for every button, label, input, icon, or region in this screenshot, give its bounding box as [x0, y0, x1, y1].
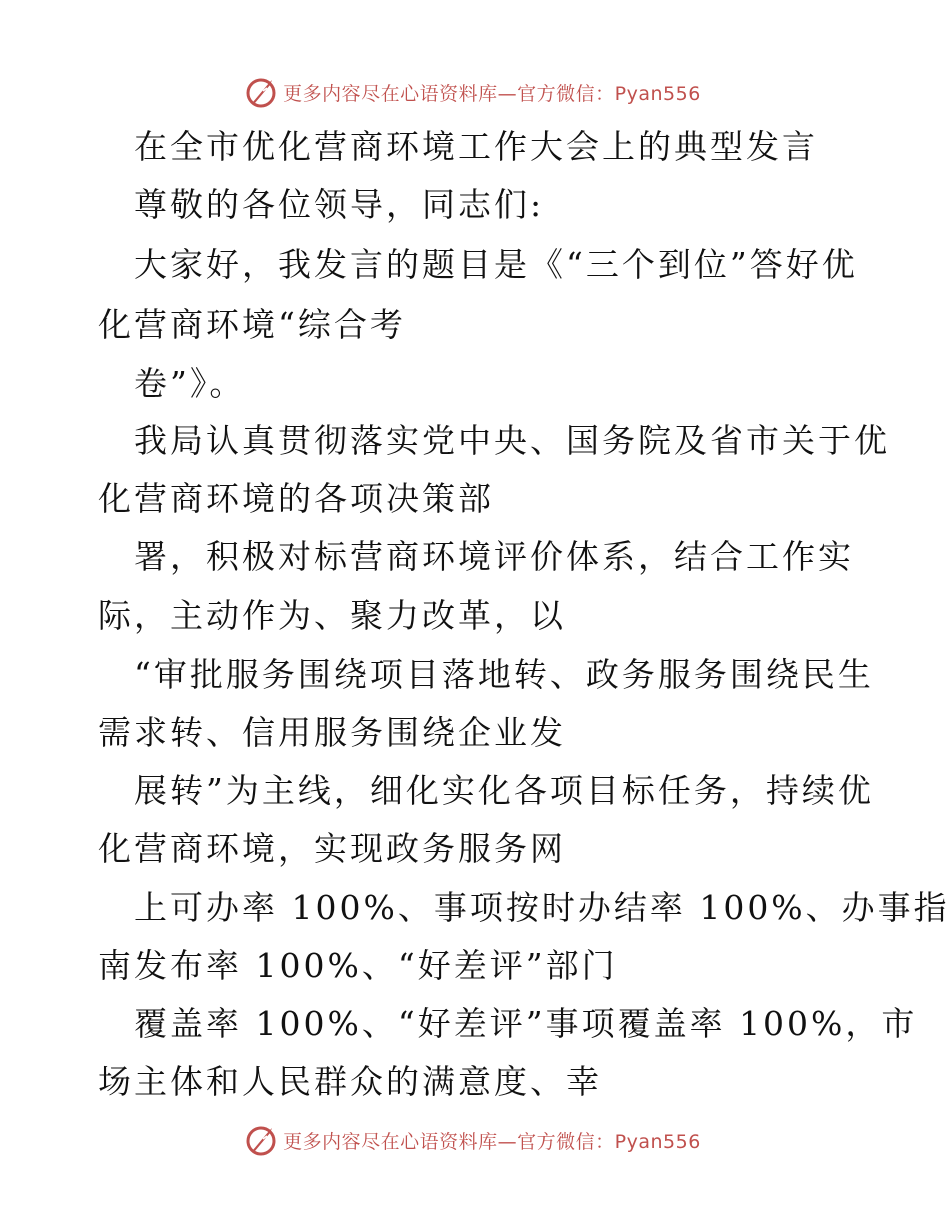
paragraph-line: 展转”为主线，细化实化各项目标任务，持续优	[134, 771, 874, 810]
paragraph-line: 上可办率 100%、事项按时办结率 100%、办事指	[134, 888, 950, 927]
footer-site-text: 更多内容尽在心语资料库	[283, 1130, 498, 1153]
paragraph-line: 覆盖率 100%、“好差评”事项覆盖率 100%，市	[134, 1004, 918, 1043]
paragraph-line: 需求转、信用服务围绕企业发	[98, 713, 566, 752]
paragraph-line: 际，主动作为、聚力改革，以	[98, 596, 566, 635]
document-title: 在全市优化营商环境工作大会上的典型发言	[134, 127, 818, 166]
feather-pen-seal-icon	[243, 1122, 279, 1158]
paragraph-line: 化营商环境“综合考	[98, 305, 406, 344]
header-contact-text: 官方微信：Pyan556	[517, 82, 701, 105]
paragraph-line: 场主体和人民群众的满意度、幸	[98, 1062, 602, 1101]
footer-contact-text: 官方微信：Pyan556	[517, 1130, 701, 1153]
paragraph-line: 南发布率 100%、“好差评”部门	[98, 946, 618, 985]
paragraph-line: 我局认真贯彻落实党中央、国务院及省市关于优	[134, 421, 890, 460]
header-site-text: 更多内容尽在心语资料库	[283, 82, 498, 105]
salutation: 尊敬的各位领导，同志们:	[134, 185, 545, 224]
paragraph-line: “审批服务围绕项目落地转、政务服务围绕民生	[134, 655, 874, 694]
footer-dash: —	[497, 1130, 518, 1153]
paragraph-line: 大家好，我发言的题目是《“三个到位”答好优	[134, 245, 858, 284]
footer-banner-text	[283, 1127, 701, 1154]
paragraph-line: 卷”》。	[134, 364, 246, 403]
header-dash: —	[497, 82, 518, 105]
paragraph-line: 署，积极对标营商环境评价体系，结合工作实	[134, 537, 854, 576]
paragraph-line: 化营商环境的各项决策部	[98, 479, 494, 518]
footer-banner	[0, 1120, 950, 1160]
paragraph-line: 化营商环境，实现政务服务网	[98, 829, 566, 868]
